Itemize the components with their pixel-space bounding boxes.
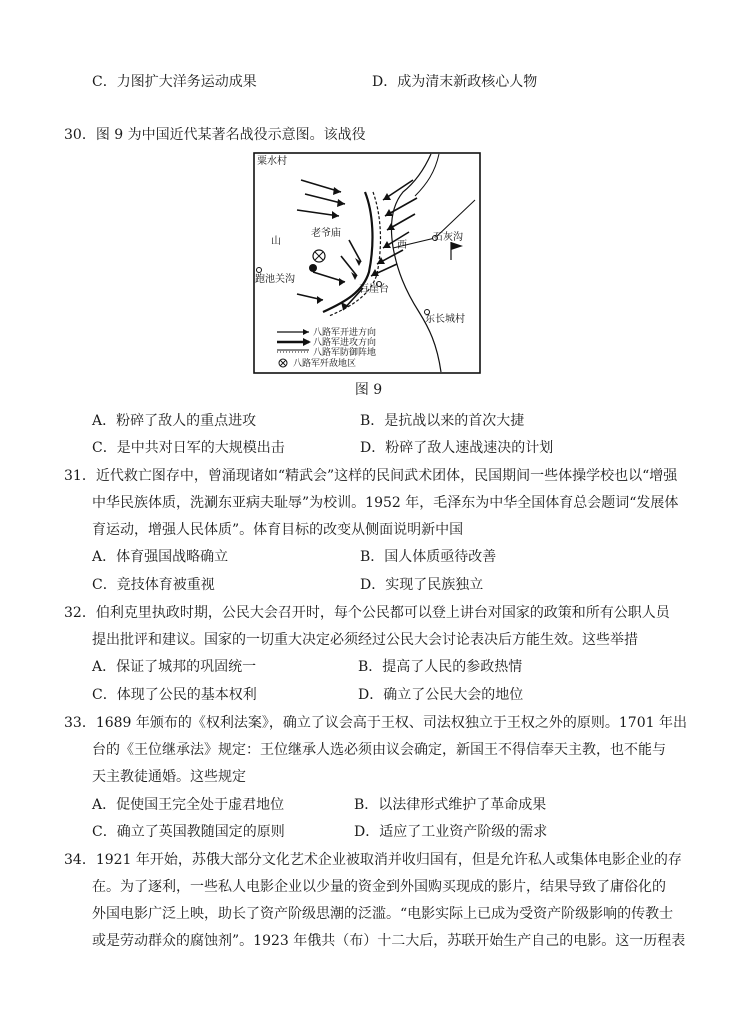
battle-map-figure [253, 152, 481, 374]
q31-option-c: C．竞技体育被重视 [92, 577, 215, 593]
map-label-4: 西 [397, 240, 407, 251]
q33-line-3: 天主教徒通婚。这些规定 [92, 769, 246, 785]
q31-line-3: 育运动，增强人民体质”。体育目标的改变从侧面说明新中国 [92, 522, 464, 538]
q33-line-2: 台的《王位继承法》规定：王位继承人选必须由议会确定，新国王不得信奉天主教，也不能与 [92, 742, 666, 758]
q33-option-c: C．确立了英国教随国定的原则 [92, 824, 285, 840]
map-label-5: 石灰沟 [433, 232, 463, 243]
q31-option-b: B．国人体质亟待改善 [360, 549, 497, 565]
q33-option-a: A．促使国王完全处于虚君地位 [92, 797, 285, 813]
q30-option-a: A．粉碎了敌人的重点进攻 [92, 413, 257, 429]
legend-item-3: 八路军防御阵地 [313, 348, 377, 358]
figure-caption: 图 9 [354, 382, 383, 398]
q29-option-d: D．成为清末新政核心人物 [372, 74, 538, 90]
map-label-2: 老爷庙 [311, 228, 341, 239]
q32-line-1: 32．伯利克里执政时期，公民大会召开时，每个公民都可以登上讲台对国家的政策和所有公职人员 [64, 605, 670, 621]
q29-option-c: C．力图扩大洋务运动成果 [92, 74, 257, 90]
q32-option-b: B．提高了人民的参政热情 [358, 659, 523, 675]
q30-stem: 30．图 9 为中国近代某著名战役示意图。该战役 [64, 127, 366, 143]
legend-item-4: 八路军歼敌地区 [293, 359, 357, 369]
q34-line-3: 外国电影广泛上映，助长了资产阶级思潮的泛滥。“电影实际上已成为受资产阶级影响的传教士 [92, 906, 674, 922]
q33-option-d: D．适应了工业资产阶级的需求 [354, 824, 548, 840]
q30-option-b: B．是抗战以来的首次大捷 [360, 413, 525, 429]
q31-option-a: A．体育强国战略确立 [92, 549, 229, 565]
q31-option-d: D．实现了民族独立 [360, 577, 484, 593]
map-label-1: 粟水村 [257, 156, 287, 167]
q30-option-c: C．是中共对日军的大规模出击 [92, 440, 285, 456]
q32-line-2: 提出批评和建议。国家的一切重大决定必须经过公民大会讨论表决后方能生效。这些举措 [92, 632, 638, 648]
map-label-7: 百崖台 [359, 284, 389, 295]
q33-line-1: 33．1689 年颁布的《权利法案》，确立了议会高于王权、司法权独立于王权之外的原则。1701 年出 [64, 715, 687, 731]
q33-option-b: B．以法律形式维护了革命成果 [354, 797, 547, 813]
q34-line-2: 在。为了逐利，一些私人电影企业以少量的资金到外国购买现成的影片，结果导致了庸俗化的 [92, 879, 666, 895]
map-label-6: 跑池关沟 [255, 274, 295, 285]
q34-line-1: 34．1921 年开始，苏俄大部分文化艺术企业被取消并收归国有，但是允许私人或集体电影企业的存 [64, 852, 682, 868]
q30-option-d: D．粉碎了敌人速战速决的计划 [360, 440, 554, 456]
q31-line-2: 中华民族体质，洗涮东亚病夫耻辱”为校训。1952 年，毛泽东为中华全国体育总会题词“发展体 [92, 495, 679, 511]
legend-item-2: 八路军进攻方向 [313, 338, 377, 348]
map-label-3: 山 [271, 236, 281, 247]
q31-line-1: 31．近代救亡图存中，曾涌现诸如“精武会”这样的民间武术团体，民国期间一些体操学校也以“增强 [64, 468, 678, 484]
q32-option-c: C．体现了公民的基本权利 [92, 687, 257, 703]
map-label-8: 东长城村 [425, 314, 465, 325]
q32-option-a: A．保证了城邦的巩固统一 [92, 659, 257, 675]
legend-item-1: 八路军开进方向 [313, 328, 377, 338]
q34-line-4: 或是劳动群众的腐蚀剂”。1923 年俄共（布）十二大后，苏联开始生产自己的电影。这一历程表 [92, 933, 686, 949]
battle-map [253, 152, 481, 374]
q32-option-d: D．确立了公民大会的地位 [358, 687, 524, 703]
